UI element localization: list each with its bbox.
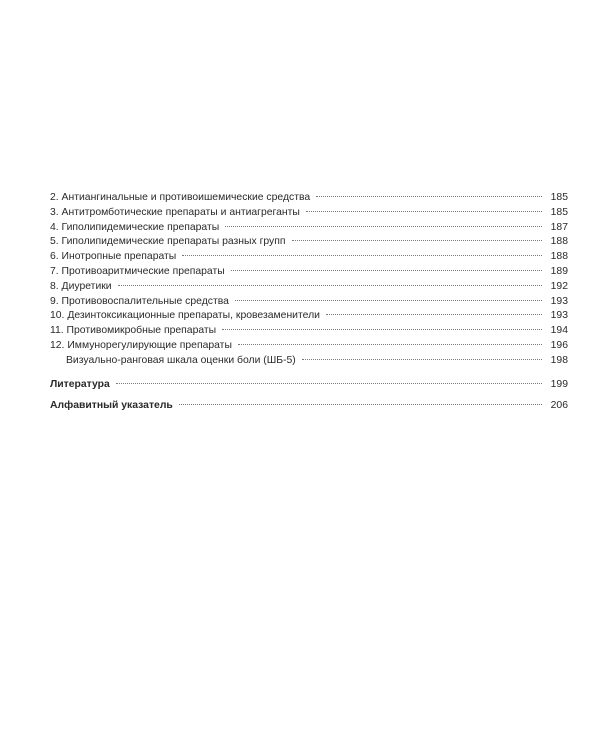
toc-entry-label: 8. Диуретики — [50, 280, 112, 292]
toc-entry-page: 189 — [550, 265, 568, 277]
toc-entry[interactable] — [50, 235, 568, 250]
toc-entry[interactable] — [50, 378, 568, 393]
toc-leader-dots — [316, 196, 542, 197]
toc-entry-page: 193 — [550, 295, 568, 307]
toc-entry-label: Литература — [50, 378, 110, 390]
toc-entry[interactable] — [50, 309, 568, 324]
toc-leader-dots — [231, 270, 542, 271]
toc-entry-page: 196 — [550, 339, 568, 351]
toc-leader-dots — [179, 404, 542, 405]
toc-entry-page: 206 — [550, 400, 568, 412]
table-of-contents — [50, 191, 568, 414]
toc-entry-label: 11. Противомикробные препараты — [50, 325, 217, 337]
toc-leader-dots — [292, 240, 543, 241]
toc-entry-page: 198 — [550, 354, 568, 366]
toc-entry-page: 193 — [550, 310, 568, 322]
toc-entry[interactable] — [50, 399, 568, 414]
toc-entry-page: 185 — [550, 192, 568, 203]
toc-entry-label: 7. Противоаритмические препараты — [50, 265, 225, 277]
toc-entry-label: Алфавитный указатель — [50, 400, 173, 412]
toc-entry[interactable] — [50, 354, 568, 369]
toc-entry[interactable] — [50, 295, 568, 310]
toc-entry-page: 187 — [550, 221, 568, 233]
toc-entry-label: Визуально-ранговая шкала оценки боли (ШБ-5) — [66, 354, 296, 366]
toc-leader-dots — [306, 211, 542, 212]
toc-entry[interactable] — [50, 221, 568, 236]
toc-entry-label: 12. Иммунорегулирующие препараты — [50, 339, 232, 351]
toc-entry[interactable] — [50, 339, 568, 354]
toc-leader-dots — [238, 344, 542, 345]
toc-entry[interactable] — [50, 265, 568, 280]
toc-entry-label: 9. Противовоспалительные средства — [50, 295, 229, 307]
toc-leader-dots — [326, 314, 542, 315]
toc-leader-dots — [182, 255, 542, 256]
toc-entry-page: 199 — [550, 378, 568, 390]
toc-leader-dots — [302, 359, 542, 360]
toc-entry-label: 5. Гиполипидемические препараты разных групп — [50, 236, 286, 248]
toc-entry[interactable] — [50, 191, 568, 206]
toc-entry-label: 3. Антитромботические препараты и антиагреганты — [50, 206, 300, 218]
toc-leader-dots — [116, 383, 542, 384]
toc-leader-dots — [235, 300, 542, 301]
toc-entry[interactable] — [50, 250, 568, 265]
toc-entry[interactable] — [50, 280, 568, 295]
toc-entry-page: 185 — [550, 206, 568, 218]
toc-leader-dots — [222, 329, 542, 330]
toc-entry-label: 6. Инотропные препараты — [50, 251, 177, 263]
toc-entry[interactable] — [50, 206, 568, 221]
toc-entry-label: 10. Дезинтоксикационные препараты, кровезаменители — [50, 310, 320, 322]
toc-leader-dots — [118, 285, 542, 286]
toc-entry[interactable] — [50, 324, 568, 339]
toc-entry-label: 4. Гиполипидемические препараты — [50, 221, 220, 233]
toc-entry-page: 194 — [550, 325, 568, 337]
toc-entry-label: 2. Антиангинальные и противоишемические средства — [50, 192, 311, 203]
toc-entry-page: 192 — [550, 280, 568, 292]
toc-entry-page: 188 — [550, 236, 568, 248]
toc-entry-page: 188 — [550, 251, 568, 263]
toc-leader-dots — [225, 226, 542, 227]
